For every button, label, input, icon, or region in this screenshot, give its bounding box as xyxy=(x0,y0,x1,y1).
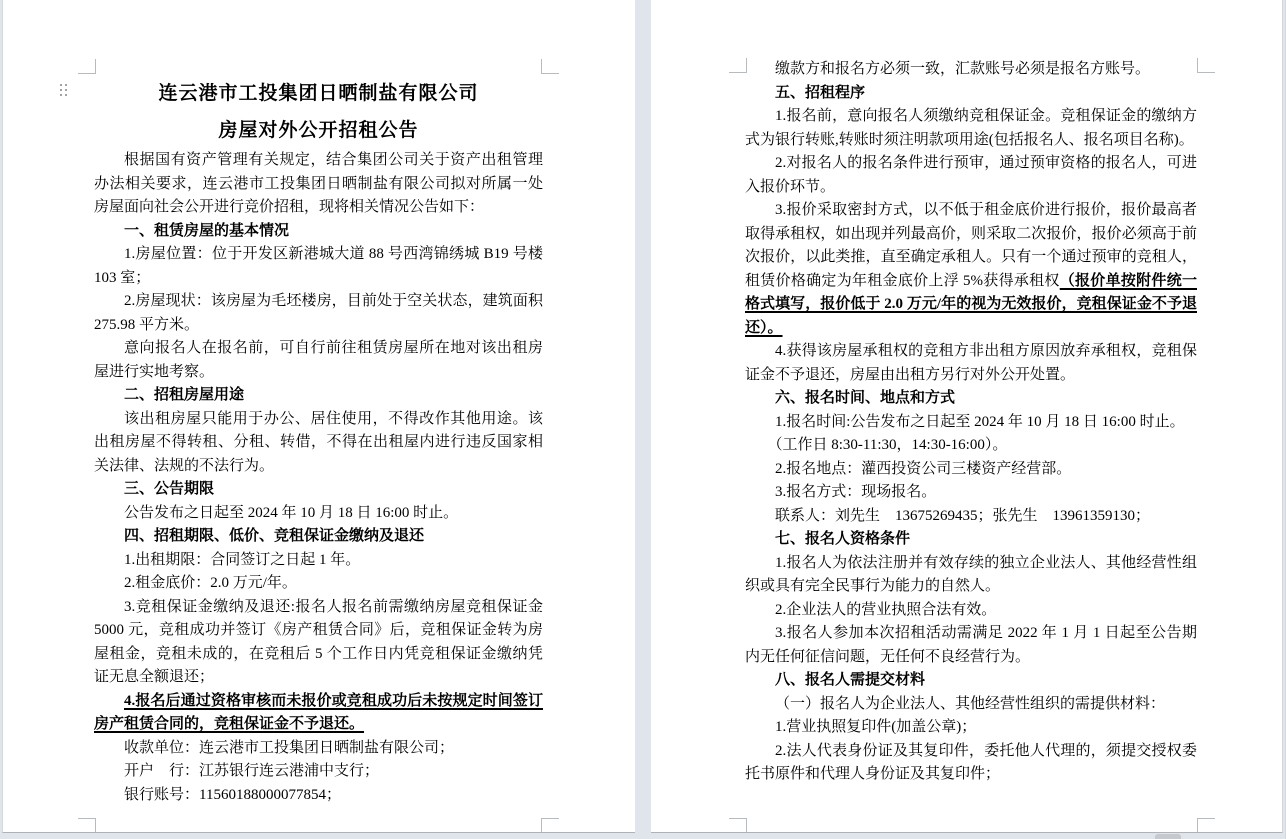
paragraph: 1.报名人为依法注册并有效存续的独立企业法人、其他经营性组织或具有完全民事行为能力的自然人。 xyxy=(745,554,1197,594)
paragraph: 1.出租期限：合同签订之日起 1 年。 xyxy=(124,551,361,568)
text-run: 3.报价采取密封方式，以不低于租金底价进行报价，报价最高者取得承租权，如出现并列最高价，则采取二次报价，报价必须高于前次报价，以此类推，直至确定承租人。只有一个通过预审的竞租人，租赁价格确定为年租金底价上浮 5%获得承租权 xyxy=(745,202,1197,289)
text-boundary-mark xyxy=(729,818,747,832)
text-boundary-mark xyxy=(1197,818,1215,832)
paragraph: 收款单位：连云港市工投集团日晒制盐有限公司； xyxy=(124,739,455,756)
paragraph: 开户 行：江苏银行连云港浦中支行； xyxy=(124,763,380,779)
paragraph: 2.企业法人的营业执照合法有效。 xyxy=(775,601,997,618)
section-heading: 八、报名人需提交材料 xyxy=(775,672,926,688)
paragraph: 2.租金底价：2.0 万元/年。 xyxy=(124,575,297,591)
page-left[interactable] xyxy=(2,0,635,833)
drag-handle-icon[interactable] xyxy=(60,84,69,98)
paragraph: 4.获得该房屋承租权的竞租方非出租方原因放弃承租权，竞租保证金不予退还，房屋由出租方另行对外公开处置。 xyxy=(745,343,1197,383)
paragraph: 1.房屋位置：位于开发区新港城大道 88 号西湾锦绣城 B19 号楼 103 室； xyxy=(94,246,543,286)
section-heading: 七、报名人资格条件 xyxy=(775,531,911,547)
horizontal-scrollbar-thumb[interactable] xyxy=(1155,834,1181,839)
text-boundary-mark xyxy=(78,59,96,74)
page-right-content xyxy=(745,58,1197,787)
section-heading: 一、租赁房屋的基本情况 xyxy=(124,222,290,239)
section-heading: 四、招租期限、低价、竞租保证金缴纳及退还 xyxy=(124,528,425,544)
text-boundary-mark xyxy=(1197,58,1215,73)
document-title: 连云港市工投集团日晒制盐有限公司 xyxy=(158,83,479,104)
paragraph: 1.报名时间:公告发布之日起至 2024 年 10 月 18 日 16:00 时止。 xyxy=(775,413,1185,430)
page-right[interactable] xyxy=(651,0,1283,833)
text-boundary-mark xyxy=(78,818,96,832)
paragraph: 联系人：刘先生 13675269435；张先生 13961359130； xyxy=(775,507,1151,524)
paragraph: 3.竞租保证金缴纳及退还:报名人报名前需缴纳房屋竞租保证金 5000 元，竞租成功并签订《房产租赁合同》后，竞租保证金转为房屋租金，竞租未成的，在竞租后 5 个工作日内凭竞租保证金缴纳凭证无息全额退还； xyxy=(94,598,543,685)
paragraph: 缴款方和报名方必须一致，汇款账号必须是报名方账号。 xyxy=(775,61,1151,77)
section-heading: 三、公告期限 xyxy=(124,481,215,497)
document-title: 房屋对外公开招租公告 xyxy=(218,120,419,141)
section-heading: 六、报名时间、地点和方式 xyxy=(775,390,956,406)
paragraph: 该出租房屋只能用于办公、居住使用，不得改作其他用途。该出租房屋不得转租、分租、转借，不得在出租屋内进行违反国家相关法律、法规的不法行为。 xyxy=(94,410,543,474)
text-boundary-mark xyxy=(541,818,559,832)
text-boundary-mark xyxy=(541,59,559,74)
paragraph: （工作日 8:30-11:30，14:30-16:00）。 xyxy=(767,437,1008,453)
page-left-content xyxy=(94,75,543,807)
paragraph: 公告发布之日起至 2024 年 10 月 18 日 16:00 时止。 xyxy=(124,504,459,521)
paragraph: 2.对报名人的报名条件进行预审，通过预审资格的报名人，可进入报价环节。 xyxy=(745,155,1197,195)
paragraph: 意向报名人在报名前，可自行前往租赁房屋所在地对该出租房屋进行实地考察。 xyxy=(94,340,543,380)
paragraph: 3.报名人参加本次招租活动需满足 2022 年 1 月 1 日起至公告期内无任何征信问题，无任何不良经营行为。 xyxy=(745,625,1197,665)
paragraph: 2.房屋现状：该房屋为毛坯楼房，目前处于空关状态，建筑面积 275.98 平方米。 xyxy=(94,293,543,333)
paragraph xyxy=(745,199,1197,340)
paragraph: 2.报名地点：灌西投资公司三楼资产经营部。 xyxy=(775,460,1072,477)
paragraph: 3.报名方式：现场报名。 xyxy=(775,484,937,500)
paragraph: （一）报名人为企业法人、其他经营性组织的需提供材料： xyxy=(775,695,1166,712)
paragraph: 4.报名后通过资格审核而未报价或竞租成功后未按规定时间签订房产租赁合同的，竞租保证金不予退还。 xyxy=(94,692,543,732)
paragraph: 2.法人代表身份证及其复印件，委托他人代理的，须提交授权委托书原件和代理人身份证及其复印件； xyxy=(745,742,1197,782)
section-heading: 二、招租房屋用途 xyxy=(124,387,245,403)
emphasized-run: （报价单按附件统一格式填写，报价低于 2.0 万元/年的视为无效报价，竞租保证金不予退还）。 xyxy=(745,272,1197,336)
paragraph: 1.报名前，意向报名人须缴纳竞租保证金。竞租保证金的缴纳方式为银行转账,转账时须注明款项用途(包括报名人、报名项目名称)。 xyxy=(745,108,1197,148)
paragraph: 根据国有资产管理有关规定，结合集团公司关于资产出租管理办法相关要求，连云港市工投集团日晒制盐有限公司拟对所属一处房屋面向社会公开进行竞价招租，现将相关情况公告如下： xyxy=(94,152,543,215)
paragraph: 1.营业执照复印件(加盖公章)； xyxy=(775,719,977,735)
paragraph: 银行账号：11560188000077854； xyxy=(124,786,341,803)
section-heading: 五、招租程序 xyxy=(775,84,866,101)
